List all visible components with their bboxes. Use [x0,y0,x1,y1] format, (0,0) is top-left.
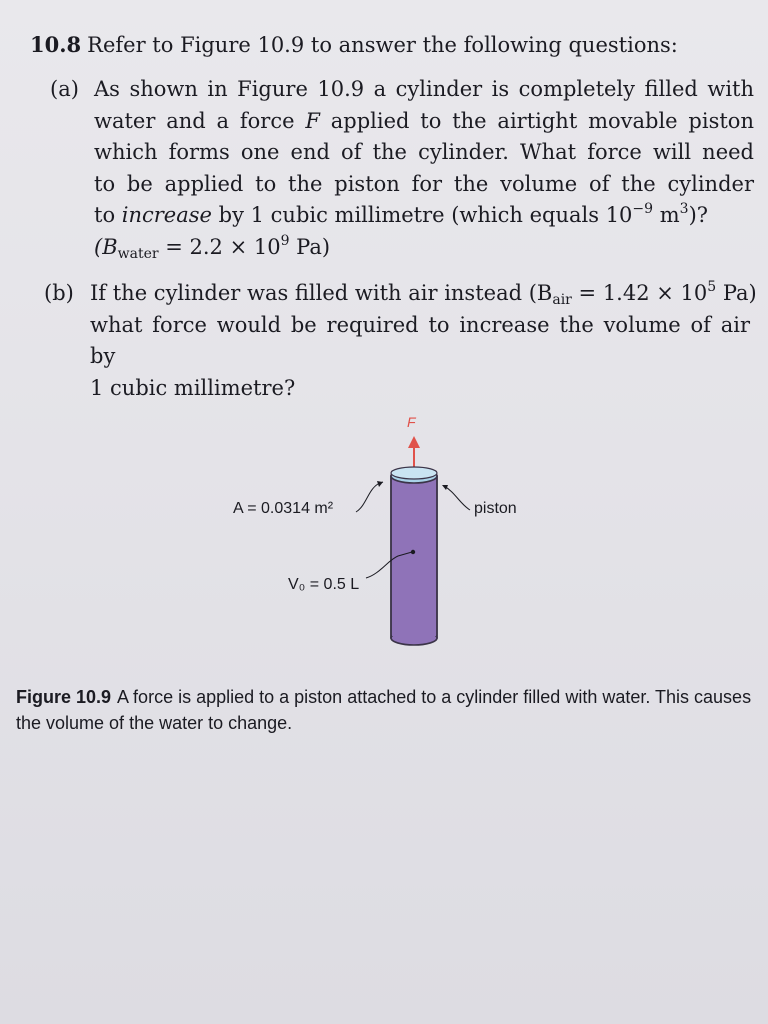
piston [391,467,437,483]
increase-emphasis: increase [121,203,212,228]
part-a-text [94,74,754,264]
part-a-line-2: water and a force F applied to the airtight movable piston [94,108,754,133]
part-a-line-6: ($B_{water} = 2.2 \times 10^9$ Pa) [94,232,331,262]
part-a-line-5: to increase by 1 cubic millimetre (which equals $10^{-9}$ $m^3$)? [94,201,709,228]
cylinder [391,476,437,645]
problem-heading [30,30,678,60]
piston-label: piston [474,500,517,517]
volume-label: V₀ = 0.5 L [288,576,360,593]
part-b-line-2: what force would be required to increase the volume of air by [90,312,750,369]
problem-number: 10.8 [30,32,82,57]
part-a-line-1: As shown in Figure 10.9 a cylinder is completely filled with [94,77,754,101]
part-b-label: (b) [44,281,74,305]
caption-title: Figure 10.9 [16,687,112,707]
piston-leader-line [444,486,470,510]
part-a-line-4: to be applied to the piston for the volume of the cylinder [94,171,754,196]
part-b-line-1: If the cylinder was filled with air instead ($B_{air} = 1.42 \times 10^5$ Pa) [90,279,757,308]
force-variable: F [305,108,320,133]
part-b-line-3: 1 cubic millimetre? [90,375,296,400]
problem-intro: Refer to Figure 10.9 to answer the following questions: [87,33,678,57]
part-a-label: (a) [50,77,79,101]
caption-text: A force is applied to a piston attached to a cylinder filled with water. This causes the volume of the water to change. [16,687,752,733]
cylinder-diagram [0,410,768,670]
part-a-line-3: which forms one end of the cylinder. What force will need [94,140,754,165]
figure-10-9 [0,410,768,670]
force-label: F [407,414,416,430]
figure-caption [16,684,756,736]
part-b-text [90,278,757,404]
area-label: A = 0.0314 m² [233,500,334,517]
